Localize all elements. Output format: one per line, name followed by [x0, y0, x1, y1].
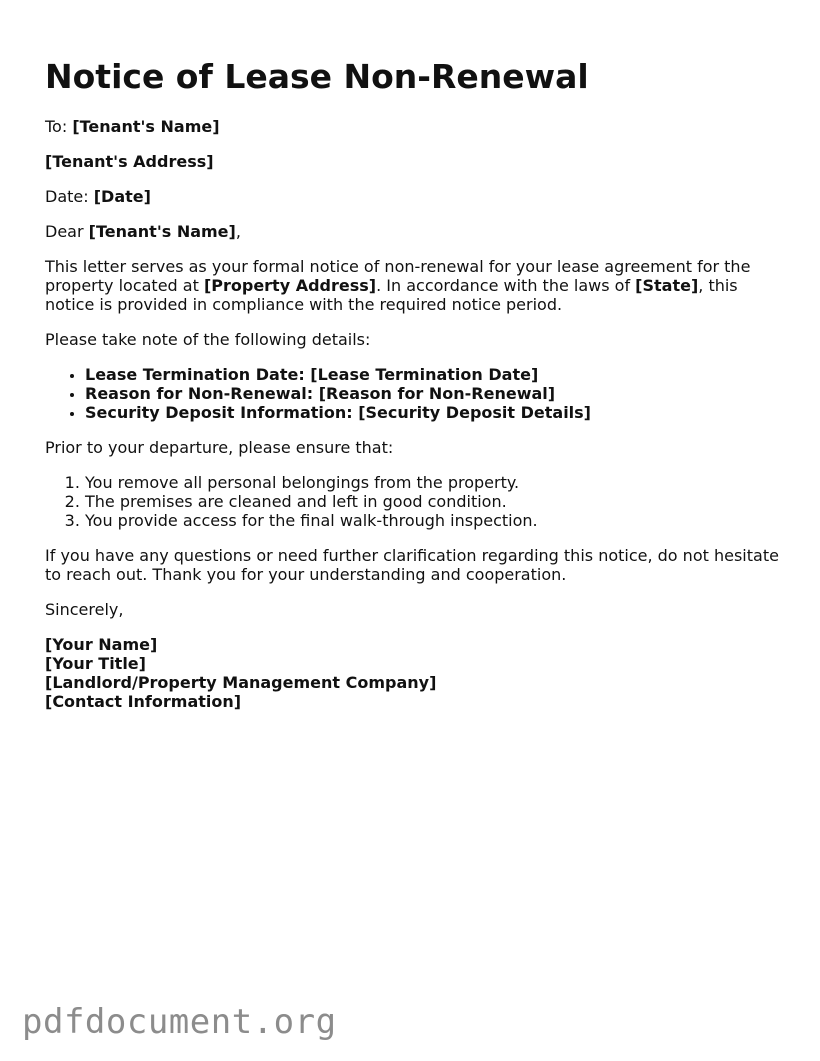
salutation: [45, 222, 785, 241]
details-intro: Please take note of the following details:: [45, 330, 371, 349]
salutation-prefix: Dear: [45, 222, 84, 241]
closing-paragraph: If you have any questions or need further clarification regarding this notice, do not hesitate to reach out. Thank you for your understanding and cooperation.: [45, 546, 779, 584]
departure-step: 1. You remove all personal belongings from the property.: [85, 473, 785, 492]
intro-part2: . In accordance with the laws of: [376, 276, 636, 295]
details-item: • Reason for Non-Renewal: [Reason for Non-Renewal]: [85, 384, 785, 403]
signature-company: [Landlord/Property Management Company]: [45, 673, 437, 692]
state: [State]: [635, 276, 699, 295]
departure-intro: Prior to your departure, please ensure that:: [45, 438, 394, 457]
document-title: Notice of Lease Non-Renewal: [45, 57, 589, 96]
salutation-suffix: ,: [235, 222, 241, 241]
signature-name: [Your Name]: [45, 635, 158, 654]
property-address: [Property Address]: [203, 276, 377, 295]
recipient-line: [45, 117, 785, 136]
signature-title: [Your Title]: [45, 654, 146, 673]
details-item: • Lease Termination Date: [Lease Termination Date]: [85, 365, 785, 384]
signature-contact: [Contact Information]: [45, 692, 242, 711]
watermark: pdfdocument.org: [22, 1002, 337, 1042]
tenant-address: [Tenant's Address]: [45, 152, 214, 171]
signoff: Sincerely,: [45, 600, 124, 619]
letter-body: [45, 117, 785, 711]
intro-part1: This letter serves as your formal notice of non-renewal for your lease agreement for the property located at: [45, 257, 751, 295]
intro-paragraph: [45, 257, 785, 314]
tenant-name: [Tenant's Name]: [72, 117, 220, 136]
date-value: [Date]: [93, 187, 151, 206]
date-label: Date:: [45, 187, 89, 206]
salutation-tenant-name: [Tenant's Name]: [88, 222, 236, 241]
details-item: • Security Deposit Information: [Security Deposit Details]: [85, 403, 785, 422]
details-list: [45, 365, 785, 422]
to-label: To:: [45, 117, 68, 136]
departure-step: 3. You provide access for the final walk-through inspection.: [85, 511, 785, 530]
departure-steps-list: [45, 473, 785, 530]
date-line: [45, 187, 785, 206]
recipient-address: [45, 152, 785, 171]
intro-part3: , this notice is provided in compliance with the required notice period.: [45, 276, 738, 314]
signature-block: [45, 635, 785, 711]
departure-step: 2. The premises are cleaned and left in good condition.: [85, 492, 785, 511]
